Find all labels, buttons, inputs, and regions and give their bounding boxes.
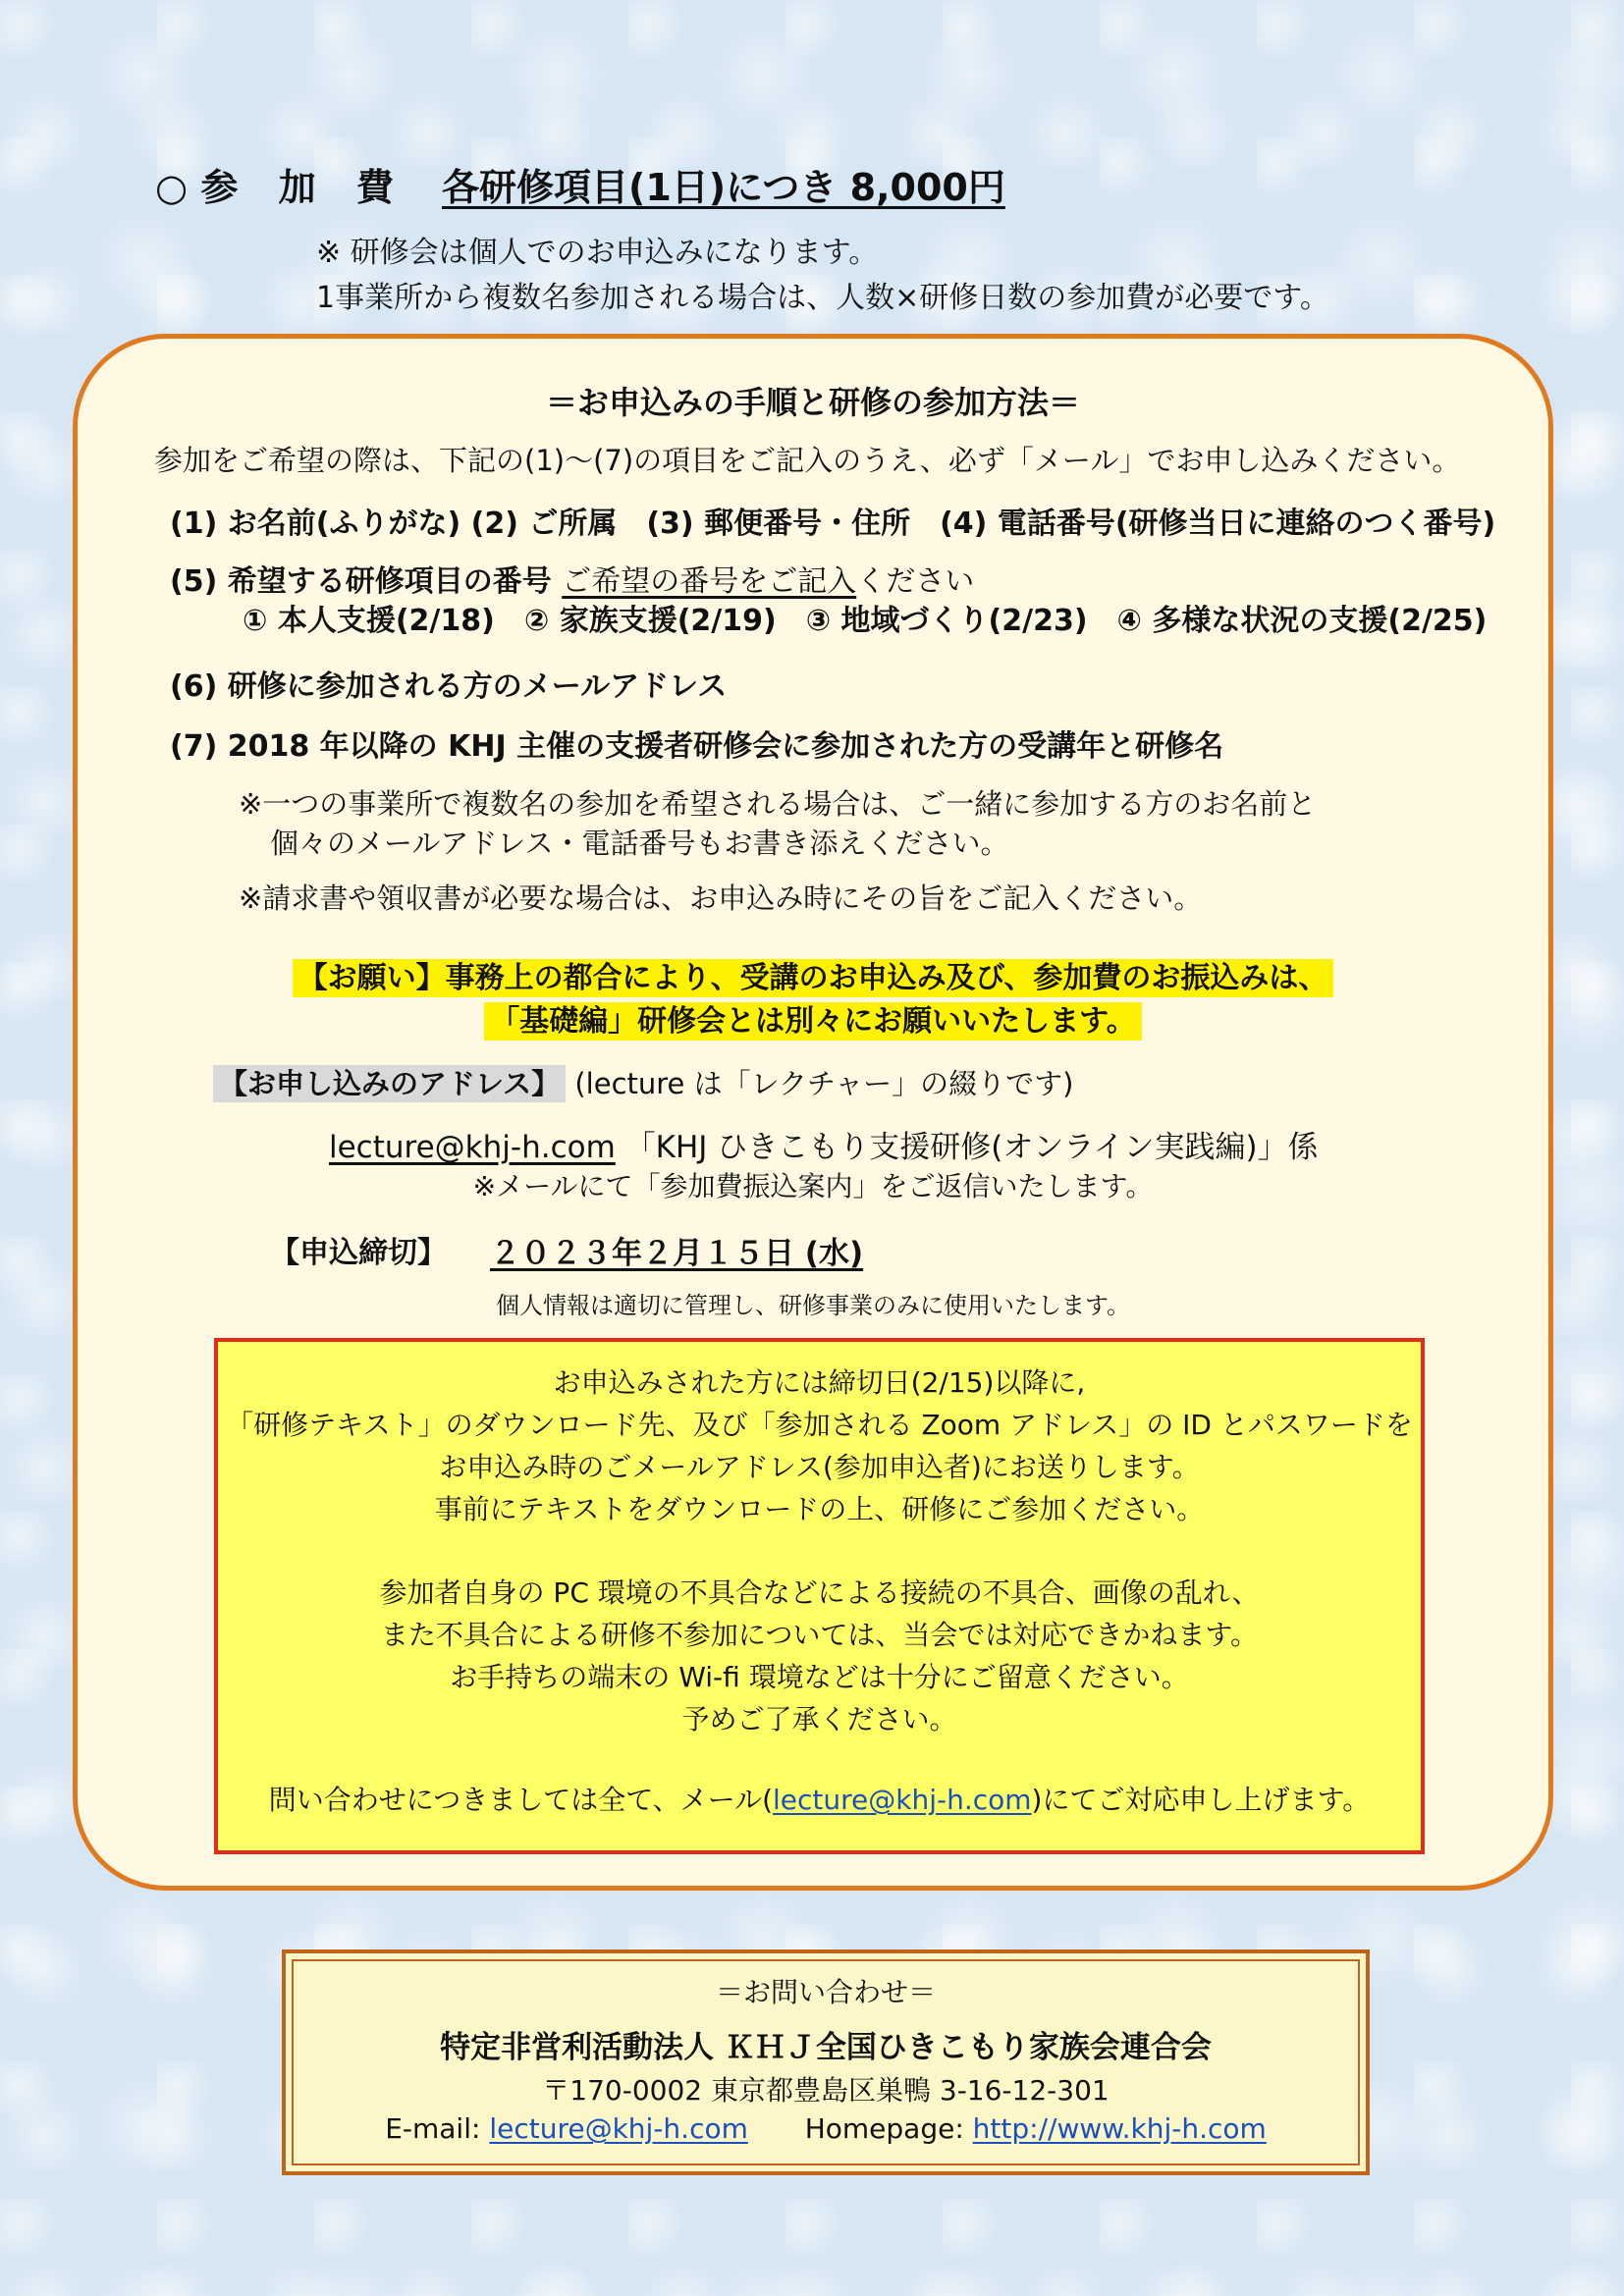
contact-title: ＝お問い合わせ＝: [715, 1976, 936, 2008]
request-text-1: 【お願い】事務上の都合により、受講のお申込み及び、参加費のお振込みは、: [293, 959, 1334, 997]
deadline-value: ２０２３年２月１５日 (水): [490, 1236, 864, 1271]
procedure-title: ＝お申込みの手順と研修の参加方法＝: [545, 384, 1080, 421]
note-invoice: ※請求書や領収書が必要な場合は、お申込み時にその旨をご記入ください。: [239, 881, 1203, 915]
contact-homepage-label: Homepage:: [804, 2112, 964, 2145]
request-text-2: 「基礎編」研修会とは別々にお願いいたします。: [484, 1002, 1142, 1041]
fee-note-2: 1事業所から複数名参加される場合は、人数×研修日数の参加費が必要です。: [316, 281, 1329, 315]
request-line-2: [78, 996, 1548, 1040]
email-subject: 「KHJ ひきこもり支援研修(オンライン実践編)」係: [624, 1130, 1319, 1165]
item-5-label: (5) 希望する研修項目の番号: [170, 564, 552, 599]
fee-note-1: ※ 研修会は個人でのお申込みになります。: [316, 236, 879, 270]
item-5: [170, 557, 974, 600]
item-1-4: (1) お名前(ふりがな) (2) ご所属 (3) 郵便番号・住所 (4) 電話番号(研修当日に連絡のつく番号): [170, 507, 1496, 541]
email-row: [329, 1122, 1319, 1166]
fee-value: 各研修項目(1日)につき 8,000円: [442, 166, 1005, 209]
notice-line-6: また不具合による研修不参加については、当会では対応できかねます。: [380, 1619, 1259, 1651]
request-line-1: [78, 953, 1548, 996]
contact-inner-border: [292, 1959, 1360, 2165]
note-multiple-1: ※一つの事業所で複数名の参加を希望される場合は、ご一緒に参加する方のお名前と: [239, 787, 1317, 821]
contact-box: [282, 1949, 1370, 2175]
address-label: 【お申し込みのアドレス】: [213, 1065, 566, 1102]
notice-line-2: 「研修テキスト」のダウンロード先、及び「参加される Zoom アドレス」の ID とパスワードを: [226, 1409, 1413, 1441]
notice-contact-post: )にてご対応申し上げます。: [1031, 1784, 1371, 1816]
contact-org: 特定非営利活動法人 ＫＨＪ全国ひきこもり家族会連合会: [440, 2030, 1212, 2065]
item-7: (7) 2018 年以降の KHJ 主催の支援者研修会に参加された方の受講年と研修名: [170, 729, 1224, 764]
fee-bullet: ○: [155, 166, 189, 209]
contact-links: [294, 2112, 1358, 2145]
fee-label: 参 加 費: [200, 166, 407, 209]
note-multiple-2: 個々のメールアドレス・電話番号もお書き添えください。: [270, 827, 1009, 860]
notice-line-7: お手持ちの端末の Wi-fi 環境などは十分にご留意ください。: [450, 1661, 1189, 1693]
notice-line-3: お申込み時のごメールアドレス(参加申込者)にお送りします。: [439, 1451, 1200, 1483]
deadline-label: 【申込締切】: [270, 1236, 447, 1270]
contact-address: 〒170-0002 東京都豊島区巣鴨 3-16-12-301: [542, 2074, 1110, 2107]
address-note: (lecture は「レクチャー」の綴りです): [574, 1067, 1074, 1100]
procedure-intro: 参加をご希望の際は、下記の(1)～(7)の項目をご記入のうえ、必ず「メール」でお申し込みください。: [154, 444, 1461, 477]
item-5-options: ① 本人支援(2/18) ② 家族支援(2/19) ③ 地域づくり(2/23) ④ 多様な状況の支援(2/25): [243, 604, 1488, 638]
notice-line-8: 予めご了承ください。: [681, 1703, 957, 1735]
address-row: [213, 1062, 1073, 1102]
fee-row: [155, 157, 1005, 211]
notice-contact: [218, 1779, 1421, 1818]
notice-line-5: 参加者自身の PC 環境の不具合などによる接続の不具合、画像の乱れ、: [379, 1576, 1260, 1609]
notice-contact-email[interactable]: lecture@khj-h.com: [773, 1784, 1032, 1816]
contact-homepage[interactable]: http://www.khj-h.com: [972, 2112, 1267, 2145]
application-email[interactable]: lecture@khj-h.com: [329, 1130, 616, 1165]
notice-line-1: お申込みされた方には締切日(2/15)以降に,: [553, 1366, 1086, 1399]
notice-line-4: 事前にテキストをダウンロードの上、研修にご参加ください。: [434, 1493, 1205, 1525]
privacy-note: 個人情報は適切に管理し、研修事業のみに使用いたします。: [495, 1292, 1131, 1319]
item-5-hint: ご希望の番号をご記入: [562, 564, 857, 599]
reply-note: ※メールにて「参加費振込案内」をご返信いたします。: [472, 1170, 1154, 1202]
notice-box: [214, 1338, 1425, 1854]
item-5-suffix: ください: [856, 564, 975, 599]
item-6: (6) 研修に参加される方のメールアドレス: [170, 669, 728, 704]
notice-contact-pre: 問い合わせにつきましては全て、メール(: [268, 1784, 773, 1816]
contact-email[interactable]: lecture@khj-h.com: [489, 2112, 748, 2145]
contact-email-label: E-mail:: [385, 2112, 481, 2145]
